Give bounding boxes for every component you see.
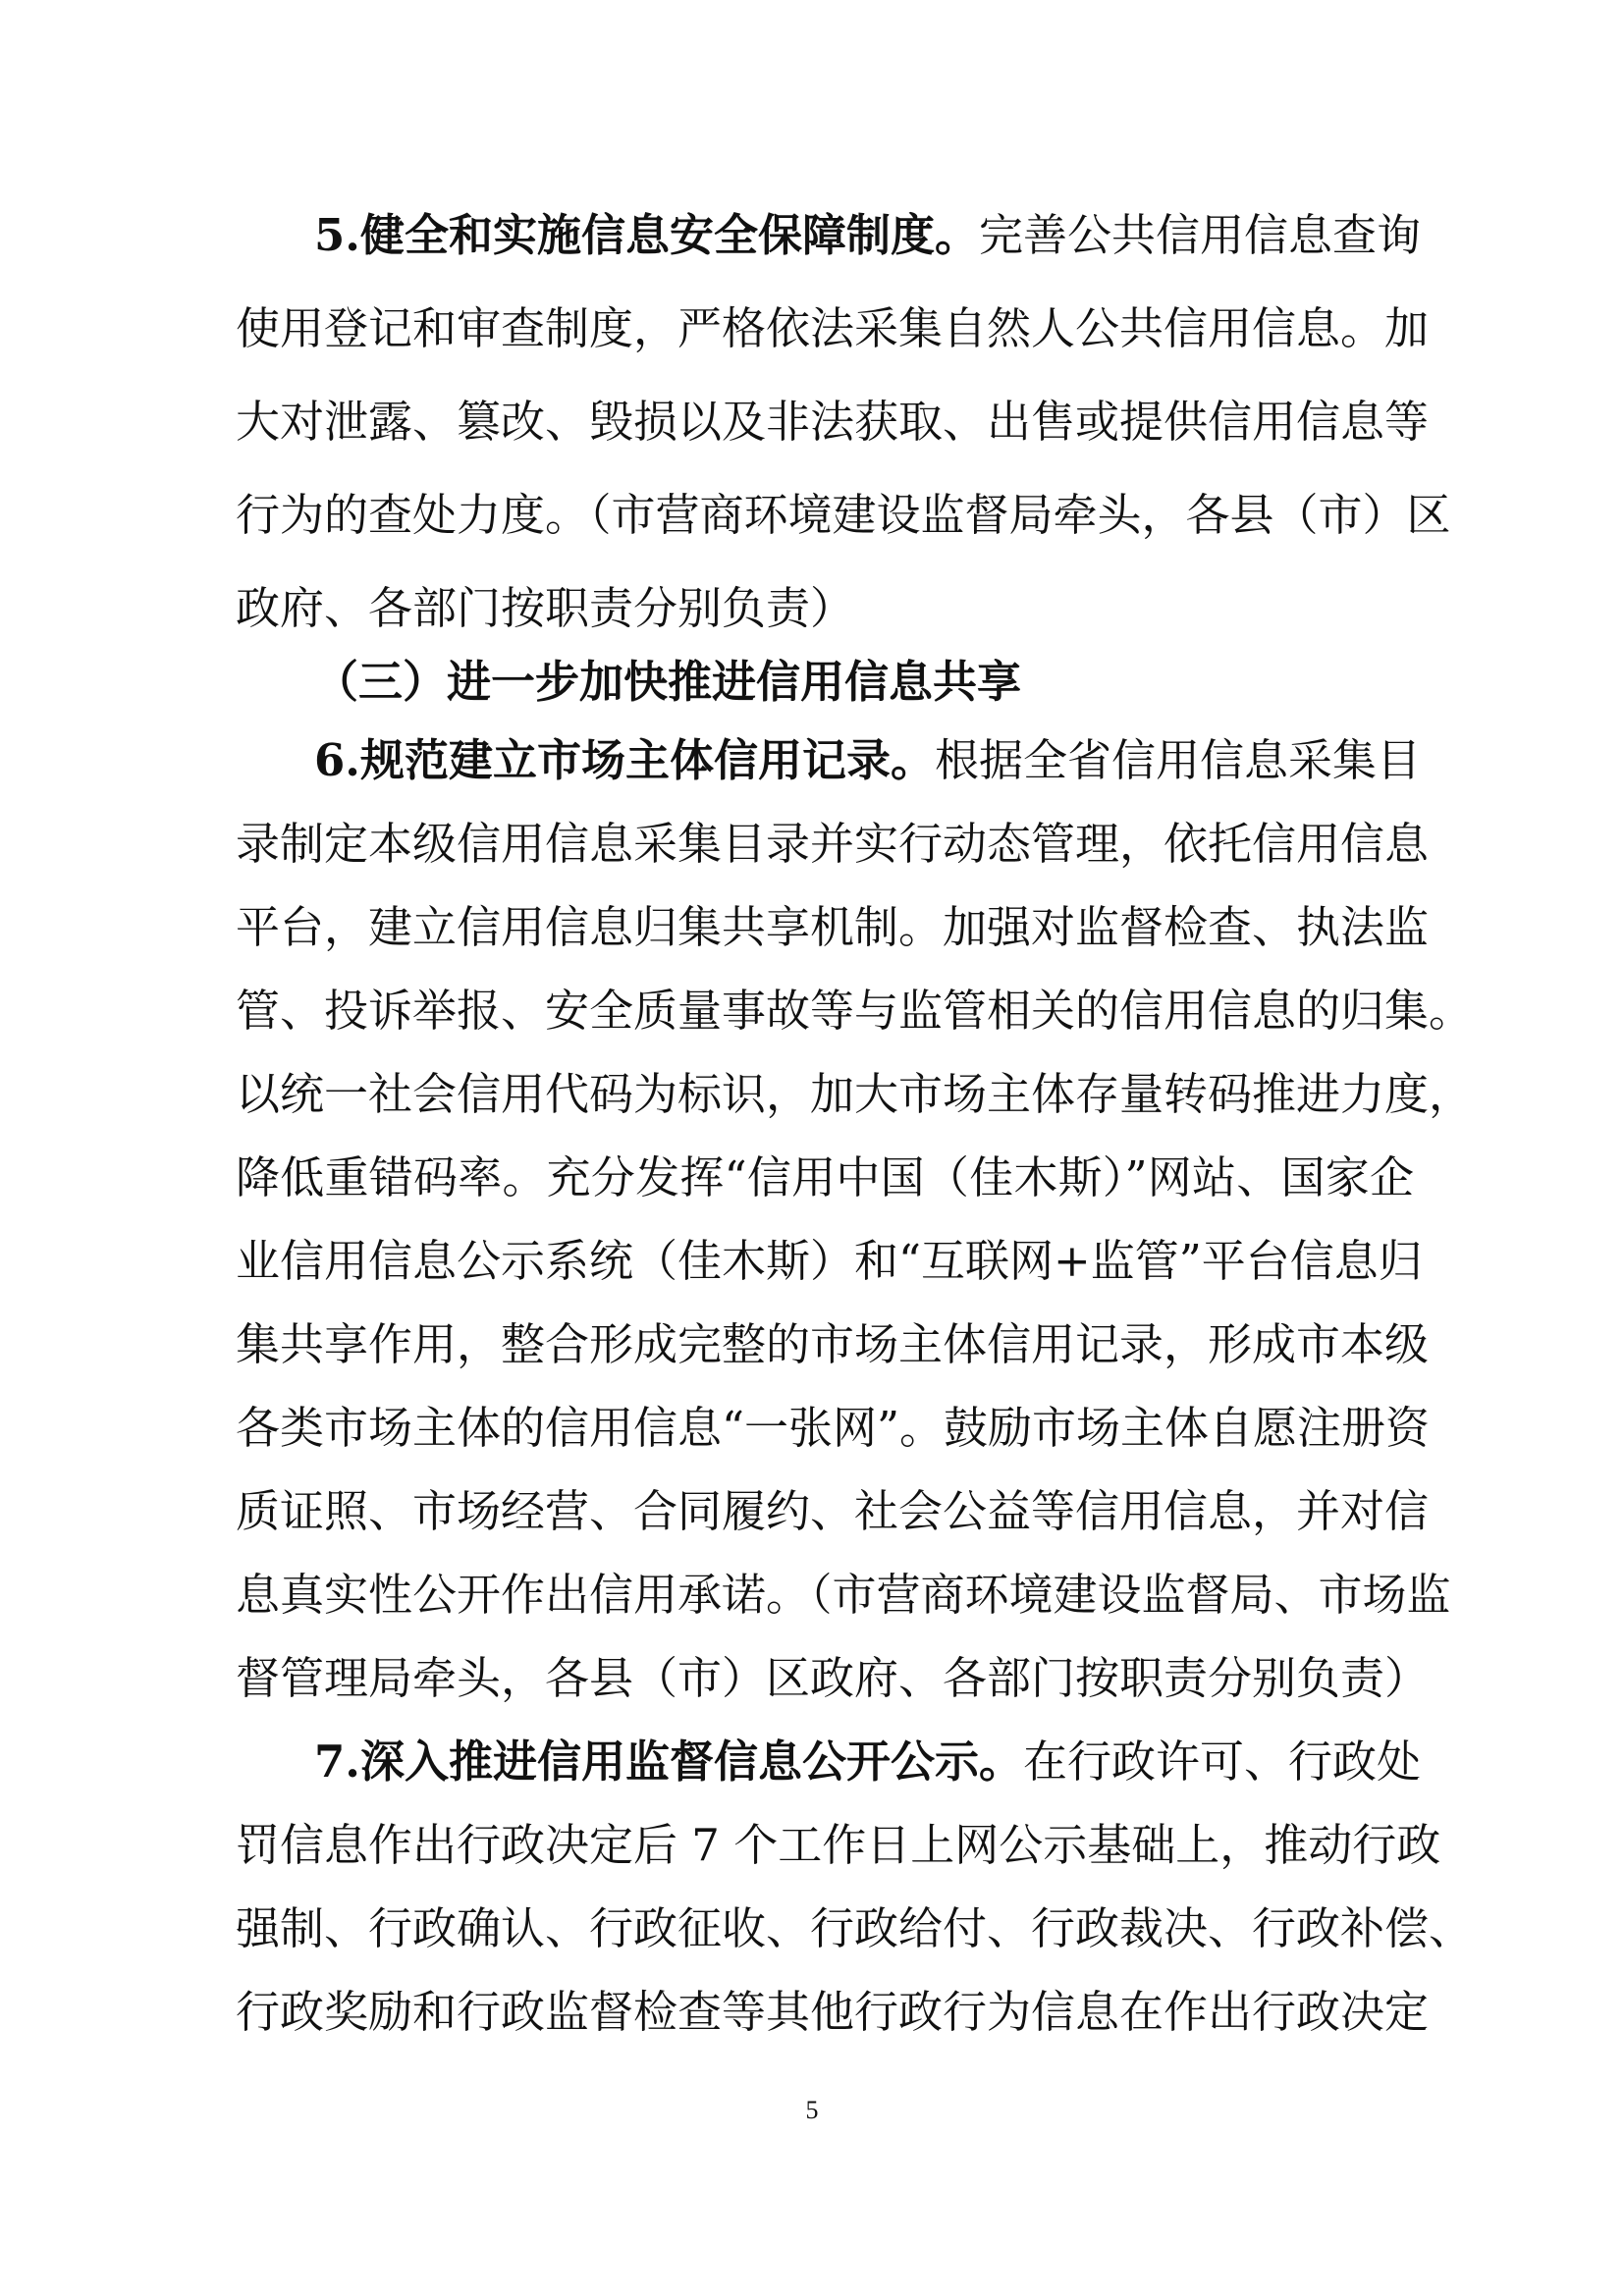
paragraph-6-line-7: 业信用信息公示系统（佳木斯）和“互联网+监管”平台信息归 (236, 1235, 1423, 1287)
paragraph-5-text: 完善公共信用信息查询 (978, 209, 1421, 261)
paragraph-5-line-3: 大对泄露、篡改、毁损以及非法获取、出售或提供信用信息等 (236, 396, 1430, 448)
paragraph-6-line-4: 管、投诉举报、安全质量事故等与监管相关的信用信息的归集。 (236, 985, 1474, 1037)
paragraph-7-line-3: 强制、行政确认、行政征收、行政给付、行政裁决、行政补偿、 (236, 1902, 1474, 1954)
paragraph-6-line-6: 降低重错码率。充分发挥“信用中国（佳木斯）”网站、国家企 (236, 1151, 1414, 1203)
paragraph-7-line-2: 罚信息作出行政决定后 7 个工作日上网公示基础上，推动行政 (236, 1819, 1441, 1871)
paragraph-6-line-2: 录制定本级信用信息采集目录并实行动态管理，依托信用信息 (236, 818, 1430, 870)
paragraph-6-lead: 6.规范建立市场主体信用记录。 (314, 734, 935, 786)
paragraph-6-line-1 (236, 731, 1421, 790)
paragraph-7-text: 在行政许可、行政处 (1022, 1735, 1421, 1788)
paragraph-6-line-11: 息真实性公开作出信用承诺。（市营商环境建设监督局、市场监 (236, 1569, 1451, 1621)
paragraph-5-lead: 5.健全和实施信息安全保障制度。 (314, 209, 979, 261)
paragraph-5-line-1 (236, 206, 1421, 265)
paragraph-5-line-5: 政府、各部门按职责分别负责） (236, 582, 855, 634)
section-heading-3: （三）进一步加快推进信用信息共享 (314, 656, 1022, 708)
paragraph-6-text: 根据全省信用信息采集目 (934, 734, 1421, 786)
paragraph-6-line-10: 质证照、市场经营、合同履约、社会公益等信用信息，并对信 (236, 1485, 1430, 1537)
paragraph-5-line-2: 使用登记和审查制度，严格依法采集自然人公共信用信息。加 (236, 302, 1430, 354)
page-number: 5 (805, 2096, 819, 2124)
paragraph-6-line-8: 集共享作用，整合形成完整的市场主体信用记录，形成市本级 (236, 1318, 1430, 1370)
paragraph-7-line-4: 行政奖励和行政监督检查等其他行政行为信息在作出行政决定 (236, 1986, 1430, 2038)
paragraph-6-line-5: 以统一社会信用代码为标识，加大市场主体存量转码推进力度， (236, 1068, 1474, 1120)
paragraph-7-lead: 7.深入推进信用监督信息公开公示。 (314, 1735, 1023, 1788)
paragraph-6-line-9: 各类市场主体的信用信息“一张网”。鼓励市场主体自愿注册资 (236, 1402, 1431, 1454)
paragraph-5-line-4: 行为的查处力度。（市营商环境建设监督局牵头，各县（市）区 (236, 489, 1451, 541)
paragraph-6-line-12: 督管理局牵头，各县（市）区政府、各部门按职责分别负责） (236, 1652, 1430, 1704)
paragraph-7-line-1 (236, 1733, 1421, 1791)
paragraph-6-line-3: 平台，建立信用信息归集共享机制。加强对监督检查、执法监 (236, 901, 1430, 953)
